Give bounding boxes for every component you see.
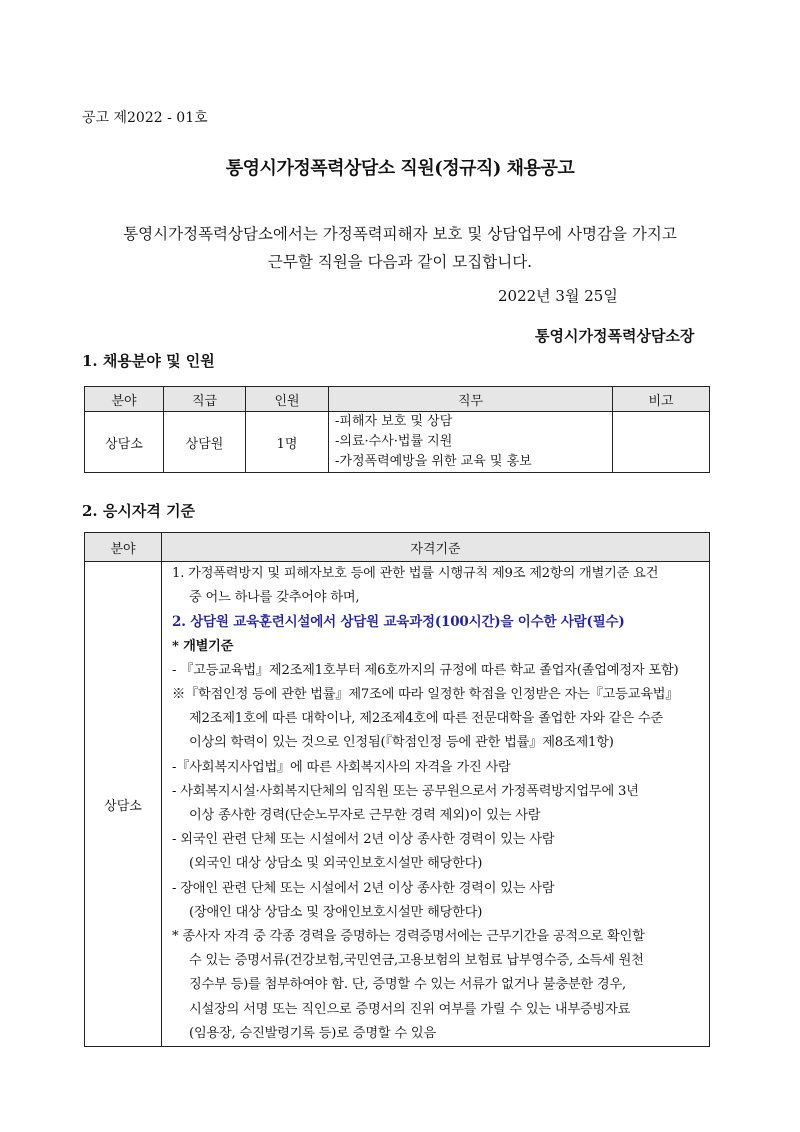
criteria-line: (장애인 대상 상담소 및 장애인보호시설만 해당한다) (189, 904, 483, 920)
criteria-line: ※『학점인정 등에 관한 법률』제7조에 따라 일정한 학점을 인정받은 자는『고등교육법』 (172, 687, 679, 703)
notice-date: 2022년 3월 25일 (498, 287, 618, 305)
table-row (85, 562, 710, 1047)
cell-criteria (162, 562, 710, 1047)
cell-count: 1명 (246, 412, 329, 473)
criteria-line: (임용장, 승진발령기록 등)로 증명할 수 있음 (189, 1025, 437, 1041)
intro-line-1: 통영시가정폭력상담소에서는 가정폭력피해자 보호 및 상담업무에 사명감을 가지고 (123, 225, 677, 243)
criteria-line: -『사회복지사업법』에 따른 사회복지사의 자격을 가진 사람 (172, 759, 511, 775)
cell-note (613, 412, 710, 473)
header-criteria: 자격기준 (162, 533, 710, 562)
section-2-heading: 2. 응시자격 기준 (82, 502, 196, 520)
criteria-subheading: * 개별기준 (172, 638, 234, 654)
recruitment-table-header (85, 387, 710, 412)
table-row (85, 412, 710, 473)
duty-item: -피해자 보호 및 상담 (335, 414, 453, 429)
cell-rank: 상담원 (164, 412, 246, 473)
duty-item: -의료·수사·법률 지원 (335, 434, 453, 449)
criteria-line: 중 어느 하나를 갖추어야 하며, (189, 590, 360, 606)
criteria-line: 징수부 등)를 첨부하여야 함. 단, 증명할 수 있는 서류가 없거나 불충분한 경우, (189, 977, 627, 993)
duty-item: -가정폭력예방을 위한 교육 및 홍보 (335, 454, 532, 469)
recruitment-table (84, 386, 710, 473)
header-note: 비고 (613, 387, 710, 412)
header-duty: 직무 (329, 387, 613, 412)
issuer-name: 통영시가정폭력상담소장 (535, 327, 695, 345)
header-field: 분야 (85, 533, 162, 562)
notice-number: 공고 제2022 - 01호 (82, 110, 208, 126)
criteria-line: 이상 종사한 경력(단순노무자로 근무한 경력 제외)이 있는 사람 (189, 808, 541, 824)
criteria-line: - 사회복지시설·사회복지단체의 임직원 또는 공무원으로서 가정폭력방지업무에 3년 (172, 783, 639, 799)
criteria-line: 이상의 학력이 있는 것으로 인정됨(『학점인정 등에 관한 법률』제8조제1항) (189, 735, 614, 751)
header-count: 인원 (246, 387, 329, 412)
header-rank: 직급 (164, 387, 246, 412)
criteria-line: - 『고등교육법』제2조제1호부터 제6호까지의 규정에 따른 학교 졸업자(졸업예정자 포함) (172, 662, 679, 678)
criteria-line: 시설장의 서명 또는 직인으로 증명서의 진위 여부를 가릴 수 있는 내부증빙자료 (189, 1001, 631, 1017)
criteria-line-required: 2. 상담원 교육훈련시설에서 상담원 교육과정(100시간)을 이수한 사람(필수) (172, 614, 625, 631)
criteria-line: 1. 가정폭력방지 및 피해자보호 등에 관한 법률 시행규칙 제9조 제2항의 개별기준 요건 (172, 566, 659, 581)
intro-line-2: 근무할 직원을 다음과 같이 모집합니다. (267, 253, 533, 271)
cell-duties (329, 412, 613, 473)
header-field: 분야 (85, 387, 164, 412)
criteria-line: 제2조제1호에 따른 대학이나, 제2조제4호에 따른 전문대학을 졸업한 자와 같은 수준 (189, 711, 663, 727)
criteria-line: (외국인 대상 상담소 및 외국인보호시설만 해당한다) (189, 856, 483, 872)
section-1-heading: 1. 채용분야 및 인원 (82, 352, 215, 370)
criteria-line: * 종사자 자격 중 각종 경력을 증명하는 경력증명서에는 근무기간을 공적으로 확인할 (172, 929, 645, 945)
cell-field: 상담소 (85, 412, 164, 473)
criteria-line: - 장애인 관련 단체 또는 시설에서 2년 이상 종사한 경력이 있는 사람 (172, 880, 555, 896)
page-title: 통영시가정폭력상담소 직원(정규직) 채용공고 (225, 158, 575, 179)
criteria-line: - 외국인 관련 단체 또는 시설에서 2년 이상 종사한 경력이 있는 사람 (172, 832, 555, 848)
criteria-line: 수 있는 증명서류(건강보험,국민연금,고용보험의 보험료 납부영수증, 소득세 원천 (189, 953, 644, 969)
qualification-table (84, 532, 710, 1047)
cell-field: 상담소 (85, 562, 162, 1047)
qualification-table-header (85, 533, 710, 562)
